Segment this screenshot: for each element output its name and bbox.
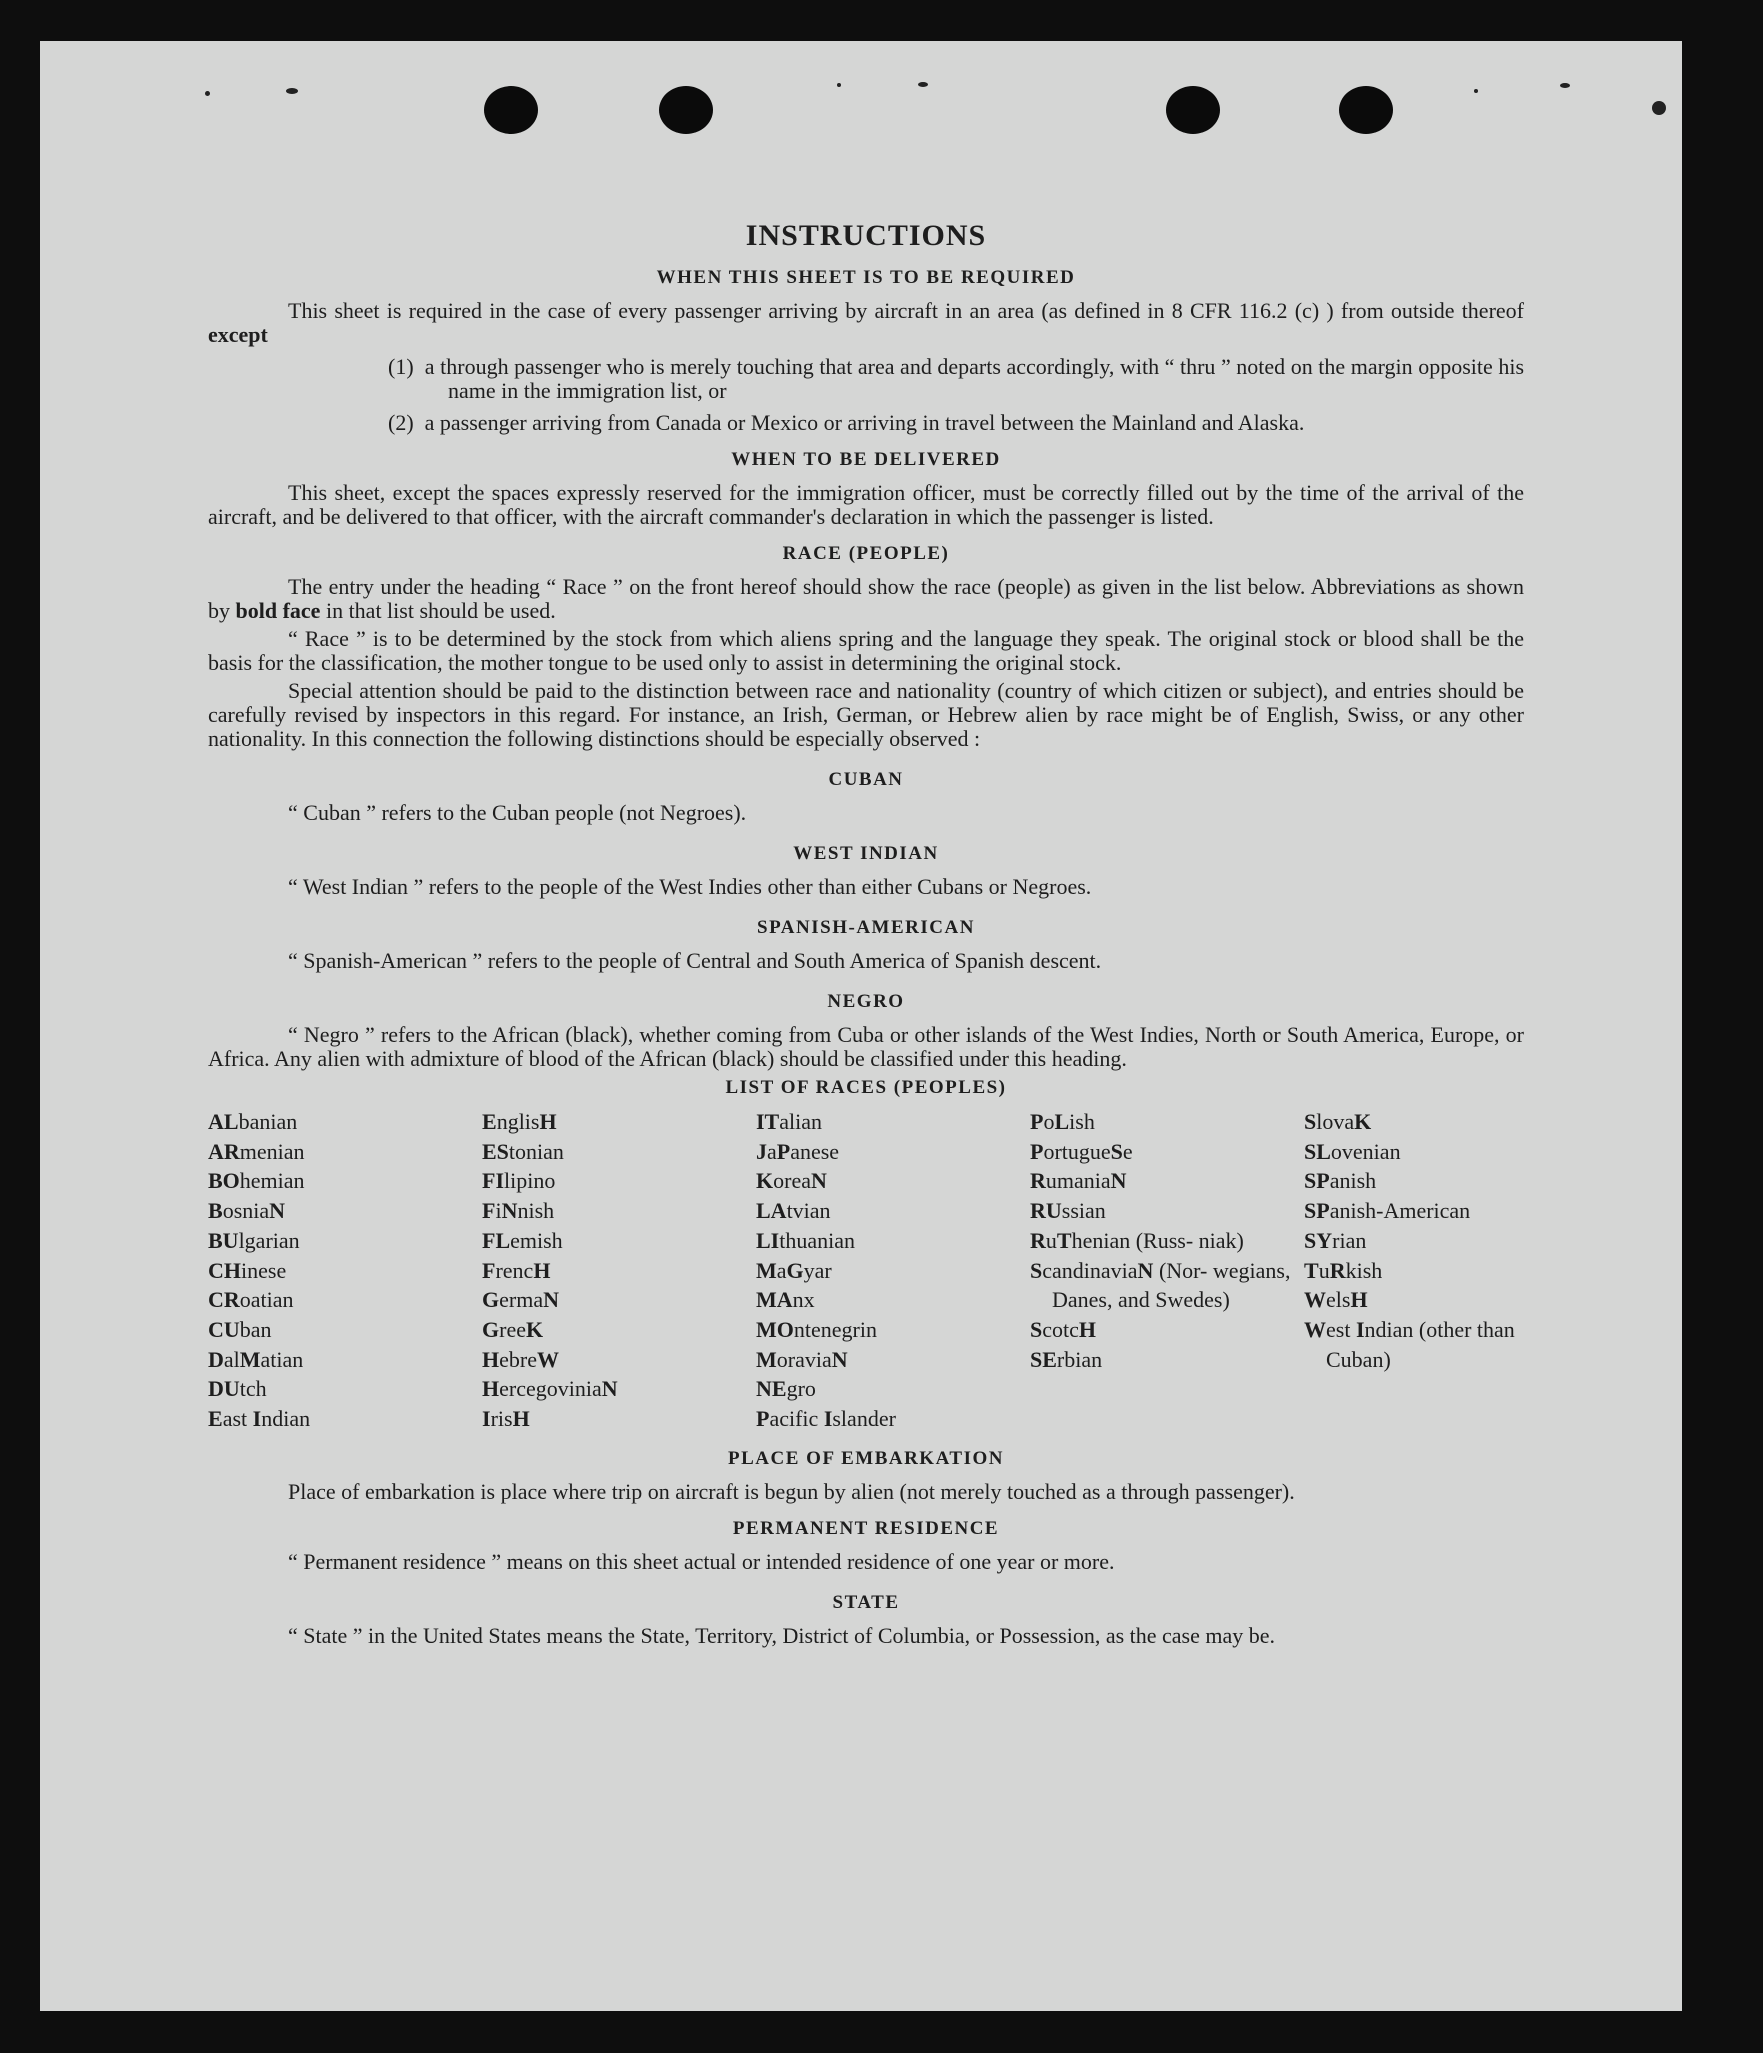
instructions-content [208, 177, 1524, 1652]
section-heading-west-indian: WEST INDIAN [793, 843, 939, 864]
race-name-text: ercegovinia [499, 1376, 602, 1402]
race-abbrev-letters: K [525, 1316, 544, 1342]
races-column [482, 1107, 756, 1434]
race-entry [482, 1107, 756, 1137]
document-page [40, 41, 1682, 2011]
when-required-intro: This sheet is required in the case of every passenger arriving by aircraft in an area (as defined in 8 CFR 116.2 (c) ) from outside thereof [288, 298, 1524, 323]
race-name-text: thuanian [779, 1227, 856, 1253]
race-abbrev-letters: G [786, 1257, 804, 1283]
race-abbrev-letters: S [1304, 1109, 1317, 1134]
race-entry [1304, 1166, 1524, 1196]
race-abbrev-letters: W [536, 1346, 559, 1372]
race-abbrev-letters: SP [1304, 1168, 1330, 1194]
race-abbrev-letters: CU [208, 1316, 240, 1342]
race-name-text: anish [1329, 1168, 1377, 1194]
race-abbrev-letters: G [482, 1316, 500, 1342]
race-abbrev-letters: R [1030, 1227, 1046, 1253]
race-abbrev-letters: H [482, 1346, 500, 1372]
race-name-text: lova [1316, 1109, 1355, 1134]
race-name-text: yar [803, 1257, 832, 1283]
race-name-text: umania [1045, 1168, 1111, 1194]
race-name-text: ntenegrin [793, 1316, 877, 1342]
race-name-text: a [767, 1138, 777, 1164]
race-entry [482, 1166, 756, 1196]
west-indian-paragraph: “ West Indian ” refers to the people of the West Indies other than either Cubans or Negroes. [288, 874, 1092, 899]
race-name-text: acific [769, 1406, 824, 1432]
race-name-text: lipino [504, 1168, 556, 1194]
races-column [1030, 1107, 1304, 1434]
race-entry [1304, 1226, 1524, 1256]
race-name-text: ovenian [1330, 1138, 1401, 1164]
race-name-text: emish [510, 1227, 563, 1253]
section-heading-when-delivered: WHEN TO BE DELIVERED [731, 449, 1001, 470]
page-speck [918, 82, 928, 87]
embarkation-paragraph: Place of embarkation is place where trip on aircraft is begun by alien (not merely touched as a through passenger). [288, 1478, 1295, 1504]
race-abbrev-letters: N [1137, 1257, 1154, 1283]
race-name-text: ban [239, 1316, 272, 1342]
race-entry [208, 1226, 482, 1256]
race-name-text: rbian [1056, 1346, 1103, 1372]
residence-paragraph: “ Permanent residence ” means on this sheet actual or intended residence of one year or more. [288, 1548, 1115, 1574]
race-abbrev-letters: NE [756, 1376, 787, 1402]
race-name-text: nish [517, 1198, 555, 1224]
race-name-text: ish [1069, 1109, 1095, 1134]
race-p1-text: The entry under the heading “ Race ” on the front hereof should show the race (people) as given in the list below. Abbreviations as shown by [208, 574, 1524, 623]
race-abbrev-letters: AR [208, 1138, 240, 1164]
race-entry [482, 1374, 756, 1404]
race-entry [756, 1315, 1030, 1345]
race-entry [756, 1404, 1030, 1434]
race-abbrev-letters: M [756, 1346, 777, 1372]
race-abbrev-letters: BO [208, 1168, 240, 1194]
race-abbrev-letters: H [533, 1257, 551, 1283]
race-name-text: kish [1345, 1257, 1383, 1283]
race-name-text: slander [832, 1406, 896, 1432]
race-entry [208, 1137, 482, 1167]
race-abbrev-letters: E [208, 1406, 223, 1432]
race-abbrev-letters: CR [208, 1287, 240, 1313]
race-name-text: gro [786, 1376, 816, 1402]
race-abbrev-letters: SL [1304, 1138, 1331, 1164]
punch-hole [1339, 86, 1393, 134]
race-abbrev-letters: N [831, 1346, 848, 1372]
section-heading-list-of-races: LIST OF RACES (PEOPLES) [725, 1077, 1007, 1098]
race-abbrev-letters: H [1078, 1316, 1097, 1342]
race-name-text: atian [260, 1346, 304, 1372]
races-column [756, 1107, 1030, 1434]
race-entry [1304, 1256, 1524, 1286]
race-abbrev-letters: SY [1304, 1227, 1333, 1253]
race-entry [208, 1166, 482, 1196]
race-abbrev-letters: N [269, 1198, 286, 1224]
race-abbrev-letters: P [756, 1406, 770, 1432]
race-name-text: menian [239, 1138, 305, 1164]
exception-item [208, 411, 1524, 435]
race-entry [756, 1256, 1030, 1286]
race-abbrev-letters: H [1350, 1287, 1368, 1313]
exception-item [208, 355, 1524, 403]
race-name-text: al [223, 1346, 240, 1372]
race-abbrev-letters: R [1329, 1257, 1346, 1283]
race-name-text: cotc [1042, 1316, 1079, 1342]
race-abbrev-letters: RU [1030, 1198, 1062, 1224]
race-entry [482, 1285, 756, 1315]
race-name-text: lgarian [238, 1227, 300, 1253]
race-name-text: nx [792, 1287, 815, 1313]
section-heading-race: RACE (PEOPLE) [782, 543, 950, 564]
race-abbrev-letters: B [208, 1198, 223, 1224]
race-abbrev-letters: N [601, 1376, 618, 1402]
race-abbrev-letters: MA [756, 1287, 793, 1313]
race-entry [1030, 1256, 1304, 1315]
race-abbrev-letters: M [756, 1257, 777, 1283]
race-abbrev-letters: W [1304, 1316, 1326, 1342]
race-name-text: ebre [499, 1346, 537, 1372]
item-text: a through passenger who is merely touching that area and departs accordingly, with “ thru ” noted on the margin opposite his name in the immigration list, or [424, 354, 1525, 403]
race-entry [1304, 1315, 1524, 1374]
race-name-text: alian [779, 1109, 823, 1134]
race-name-text: o [1043, 1109, 1055, 1134]
race-abbrev-letters: H [512, 1406, 530, 1432]
section-heading-negro: NEGRO [827, 991, 905, 1012]
race-entry [756, 1374, 1030, 1404]
race-name-text: ndian [261, 1406, 311, 1432]
race-name-text: anese [790, 1138, 840, 1164]
race-name-text: rian [1332, 1227, 1367, 1253]
section-heading-state: STATE [832, 1591, 900, 1613]
race-entry [756, 1137, 1030, 1167]
race-name-text: orea [773, 1168, 811, 1194]
race-name-text: (Nor- wegians, Danes, and Swedes) [1052, 1257, 1291, 1313]
race-name-text: ndian (other than Cuban) [1326, 1316, 1515, 1372]
race-abbrev-letters: LI [756, 1227, 780, 1253]
race-entry [1030, 1107, 1304, 1137]
race-name-text: oatian [239, 1287, 294, 1313]
item-number: (2) [388, 410, 414, 435]
race-paragraph-1 [208, 575, 1524, 623]
race-abbrev-letters: D [208, 1346, 224, 1372]
bold-face-text: bold face [235, 598, 321, 623]
race-entry [208, 1256, 482, 1286]
race-name-text: oravia [776, 1346, 832, 1372]
item-text: a passenger arriving from Canada or Mexico or arriving in travel between the Mainland and Alaska. [424, 410, 1305, 435]
race-name-text: i [495, 1198, 502, 1224]
race-abbrev-letters: AL [208, 1109, 239, 1134]
section-heading-embarkation: PLACE OF EMBARKATION [728, 1447, 1004, 1469]
race-name-text: u [1318, 1257, 1330, 1283]
race-entry [482, 1196, 756, 1226]
race-abbrev-letters: I [252, 1406, 262, 1432]
race-entry [1030, 1196, 1304, 1226]
race-entry [756, 1226, 1030, 1256]
race-abbrev-letters: R [1030, 1168, 1046, 1194]
race-abbrev-letters: J [756, 1138, 767, 1164]
race-entry [482, 1256, 756, 1286]
race-abbrev-letters: I [482, 1406, 491, 1432]
races-list [208, 1107, 1524, 1434]
race-entry [756, 1196, 1030, 1226]
race-entry [1030, 1137, 1304, 1167]
page-speck [1652, 101, 1666, 115]
race-p1-end: in that list should be used. [325, 598, 556, 623]
race-abbrev-letters: N [1110, 1168, 1127, 1194]
race-abbrev-letters: M [239, 1346, 261, 1372]
race-name-text: u [1045, 1227, 1057, 1253]
race-entry [482, 1404, 756, 1434]
state-paragraph: “ State ” in the United States means the State, Territory, District of Columbia, or Possession, as the case may be. [288, 1622, 1276, 1648]
race-name-text: anish-American [1329, 1198, 1471, 1224]
except-bold: except [208, 322, 268, 347]
races-column [208, 1107, 482, 1434]
race-abbrev-letters: CH [208, 1257, 241, 1283]
race-name-text: ris [490, 1406, 513, 1432]
race-abbrev-letters: S [1110, 1138, 1123, 1164]
race-entry [208, 1404, 482, 1434]
race-abbrev-letters: E [482, 1109, 497, 1134]
punch-hole [659, 86, 713, 134]
race-entry [1030, 1166, 1304, 1196]
race-name-text: ast [222, 1406, 253, 1432]
race-name-text: tvian [786, 1198, 831, 1224]
spanish-american-paragraph: “ Spanish-American ” refers to the people of Central and South America of Spanish descent. [288, 948, 1102, 973]
page-speck [286, 88, 298, 94]
race-abbrev-letters: MO [756, 1316, 794, 1342]
race-name-text: ortugue [1043, 1138, 1111, 1164]
race-name-text: banian [238, 1109, 298, 1134]
when-delivered-paragraph: This sheet, except the spaces expressly reserved for the immigration officer, must be correctly filled out by the time of the arrival of the aircraft, and be delivered to that officer, with the aircraft commander's declaration in which the passenger is listed. [208, 480, 1524, 529]
section-heading-cuban: CUBAN [828, 769, 904, 790]
section-heading-when-required: WHEN THIS SHEET IS TO BE REQUIRED [656, 267, 1076, 288]
page-speck [1560, 83, 1570, 88]
race-name-text: osnia [222, 1198, 270, 1224]
race-entry [482, 1226, 756, 1256]
race-entry [756, 1345, 1030, 1375]
race-entry [208, 1285, 482, 1315]
race-paragraph-3: Special attention should be paid to the distinction between race and nationality (country of which citizen or subject), and entries should be carefully revised by inspectors in this regard. For instance, an Irish, German, or Hebrew alien by race might be of English, Swiss, or any other nationality. In this connection the following distinctions should be especially observed : [208, 678, 1524, 751]
race-name-text: renc [495, 1257, 534, 1283]
race-name-text: tonian [508, 1138, 564, 1164]
race-abbrev-letters: K [756, 1168, 774, 1194]
race-abbrev-letters: P [776, 1138, 791, 1164]
race-abbrev-letters: W [1304, 1287, 1326, 1313]
race-name-text: erma [499, 1287, 544, 1313]
race-abbrev-letters: ES [482, 1138, 509, 1164]
section-heading-residence: PERMANENT RESIDENCE [732, 1517, 1000, 1539]
race-entry [1030, 1345, 1304, 1375]
race-abbrev-letters: IT [756, 1109, 780, 1134]
race-name-text: tch [239, 1376, 267, 1402]
race-entry [1304, 1285, 1524, 1315]
race-name-text: est [1326, 1316, 1356, 1342]
race-abbrev-letters: T [1056, 1227, 1072, 1253]
race-name-text: els [1326, 1287, 1351, 1313]
race-entry [208, 1196, 482, 1226]
race-entry [1030, 1315, 1304, 1345]
race-abbrev-letters: N [543, 1287, 559, 1313]
race-abbrev-letters: P [1030, 1109, 1044, 1134]
race-name-text: hemian [239, 1168, 305, 1194]
race-abbrev-letters: T [1304, 1257, 1319, 1283]
race-name-text: a [776, 1257, 787, 1283]
race-entry [208, 1107, 482, 1137]
race-abbrev-letters: L [1054, 1109, 1070, 1134]
race-abbrev-letters: N [810, 1168, 827, 1194]
race-abbrev-letters: I [1355, 1316, 1365, 1342]
race-entry [1304, 1196, 1524, 1226]
race-abbrev-letters: SE [1030, 1346, 1057, 1372]
race-abbrev-letters: H [539, 1109, 557, 1134]
race-name-text: ssian [1061, 1198, 1106, 1224]
section-heading-spanish-american: SPANISH-AMERICAN [757, 917, 975, 938]
race-name-text: e [1122, 1138, 1133, 1164]
race-entry [208, 1345, 482, 1375]
race-entry [1304, 1137, 1524, 1167]
race-entry [756, 1107, 1030, 1137]
race-entry [482, 1345, 756, 1375]
race-abbrev-letters: G [482, 1287, 500, 1313]
race-abbrev-letters: FI [482, 1168, 504, 1194]
punch-hole [1166, 86, 1220, 134]
race-entry [1304, 1107, 1524, 1137]
races-column [1304, 1107, 1524, 1434]
page-title: INSTRUCTIONS [745, 219, 987, 252]
race-entry [208, 1315, 482, 1345]
race-abbrev-letters: K [1354, 1109, 1372, 1134]
race-abbrev-letters: F [482, 1257, 496, 1283]
race-entry [756, 1166, 1030, 1196]
race-entry [756, 1285, 1030, 1315]
race-abbrev-letters: S [1030, 1257, 1043, 1283]
race-abbrev-letters: LA [756, 1198, 787, 1224]
race-name-text: nglis [496, 1109, 540, 1134]
race-name-text: henian (Russ- niak) [1071, 1227, 1244, 1253]
race-abbrev-letters: S [1030, 1316, 1043, 1342]
race-entry [1030, 1226, 1304, 1256]
race-name-text: inese [241, 1257, 287, 1283]
page-speck [837, 83, 841, 87]
race-abbrev-letters: F [482, 1198, 496, 1224]
cuban-paragraph: “ Cuban ” refers to the Cuban people (not Negroes). [288, 800, 747, 825]
race-abbrev-letters: P [1030, 1138, 1044, 1164]
race-abbrev-letters: DU [208, 1376, 240, 1402]
when-required-paragraph [208, 299, 1524, 347]
race-abbrev-letters: I [823, 1406, 833, 1432]
race-paragraph-2: “ Race ” is to be determined by the stock from which aliens spring and the language they speak. The original stock or blood shall be the basis for the classification, the mother tongue to be used only to assist in determining the original stock. [208, 626, 1524, 675]
item-number: (1) [388, 354, 414, 379]
race-entry [482, 1137, 756, 1167]
race-abbrev-letters: N [501, 1198, 518, 1224]
punch-hole [484, 86, 538, 134]
race-entry [208, 1374, 482, 1404]
race-name-text: ree [499, 1316, 526, 1342]
race-entry [482, 1315, 756, 1345]
race-abbrev-letters: FL [482, 1227, 511, 1253]
page-speck [205, 91, 210, 96]
race-abbrev-letters: SP [1304, 1198, 1330, 1224]
page-speck [1474, 89, 1478, 93]
race-abbrev-letters: BU [208, 1227, 239, 1253]
negro-paragraph: “ Negro ” refers to the African (black), whether coming from Cuba or other islands of the West Indies, North or South America, Europe, or Africa. Any alien with admixture of blood of the African (black) should be classified under this heading. [208, 1022, 1524, 1071]
race-name-text: candinavia [1042, 1257, 1138, 1283]
race-abbrev-letters: H [482, 1376, 500, 1402]
